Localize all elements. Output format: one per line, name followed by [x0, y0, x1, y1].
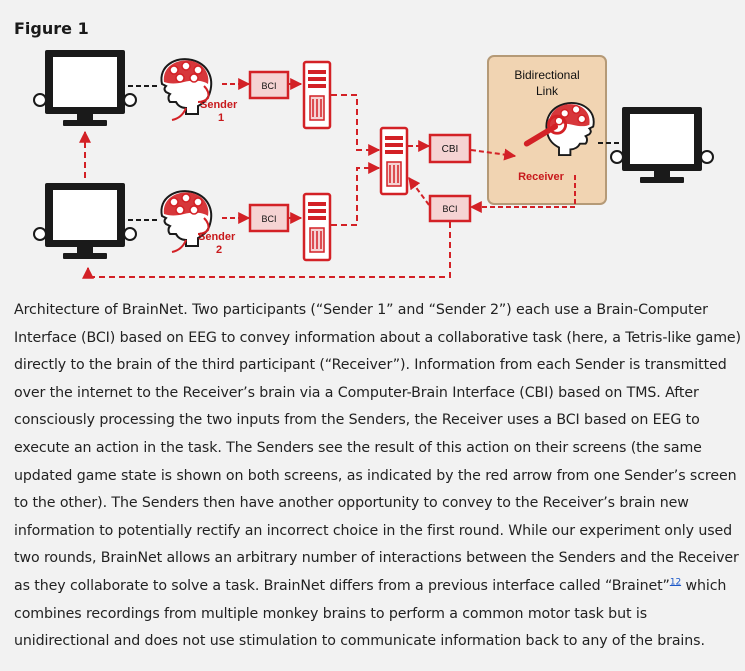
receiver-label: Receiver: [518, 171, 564, 183]
cbi-label: CBI: [441, 144, 459, 155]
link-label-line1: Bidirectional: [514, 68, 580, 82]
caption-text-end: which combines recordings from multiple monkey brains to perform a common motor task but is unidirectional and does not use stimulation to communicate information back to any of the brains.: [14, 577, 727, 650]
sender2-label: Sender: [198, 231, 236, 243]
receiver-bci-label: BCI: [442, 204, 458, 214]
sender2-bci-label: BCI: [261, 214, 277, 224]
sender2-number: 2: [216, 244, 223, 256]
sender2-computer-icon: [304, 194, 330, 260]
reference-link[interactable]: 12: [669, 577, 682, 588]
figure-title: Figure 1: [14, 19, 89, 38]
sender1-monitor: [45, 50, 125, 126]
receiver-monitor: [622, 107, 702, 183]
sender1-bci-label: BCI: [261, 81, 277, 91]
brainnet-diagram: [0, 0, 745, 290]
sender1-label: Sender: [200, 99, 238, 111]
sender2-monitor: [45, 183, 125, 259]
figure-caption: [14, 297, 742, 656]
caption-text: Architecture of BrainNet. Two participants (“Sender 1” and “Sender 2”) each use a Brain-Computer Interface (BCI) based on EEG to convey information about a collaborative task (here, a Tetris-like game) directly to the brain of the third participant (“Receiver”). Information from each Sender is transmitted over the internet to the Receiver’s brain via a Computer-Brain Interface (CBI) based on TMS. After consciously processing the two inputs from the Senders, the Receiver uses a BCI based on EEG to execute an action in the task. The Senders see the result of this action on their screens (the same updated game state is shown on both screens, as indicated by the red arrow from one Sender’s screen to the other). The Senders then have another opportunity to convey to the Receiver’s brain new information to potentially rectify an incorrect choice in the first round. While our experiment only used two rounds, BrainNet allows an arbitrary number of interactions between the Senders and the Receiver as they collaborate to solve a task. BrainNet differs from a previous interface called “Brainet”: [14, 302, 741, 594]
server-computer-icon: [381, 128, 407, 194]
sender1-computer-icon: [304, 62, 330, 128]
link-label-line2: Link: [535, 84, 559, 98]
sender1-head-icon: [128, 59, 211, 120]
sender1-number: 1: [218, 112, 225, 124]
